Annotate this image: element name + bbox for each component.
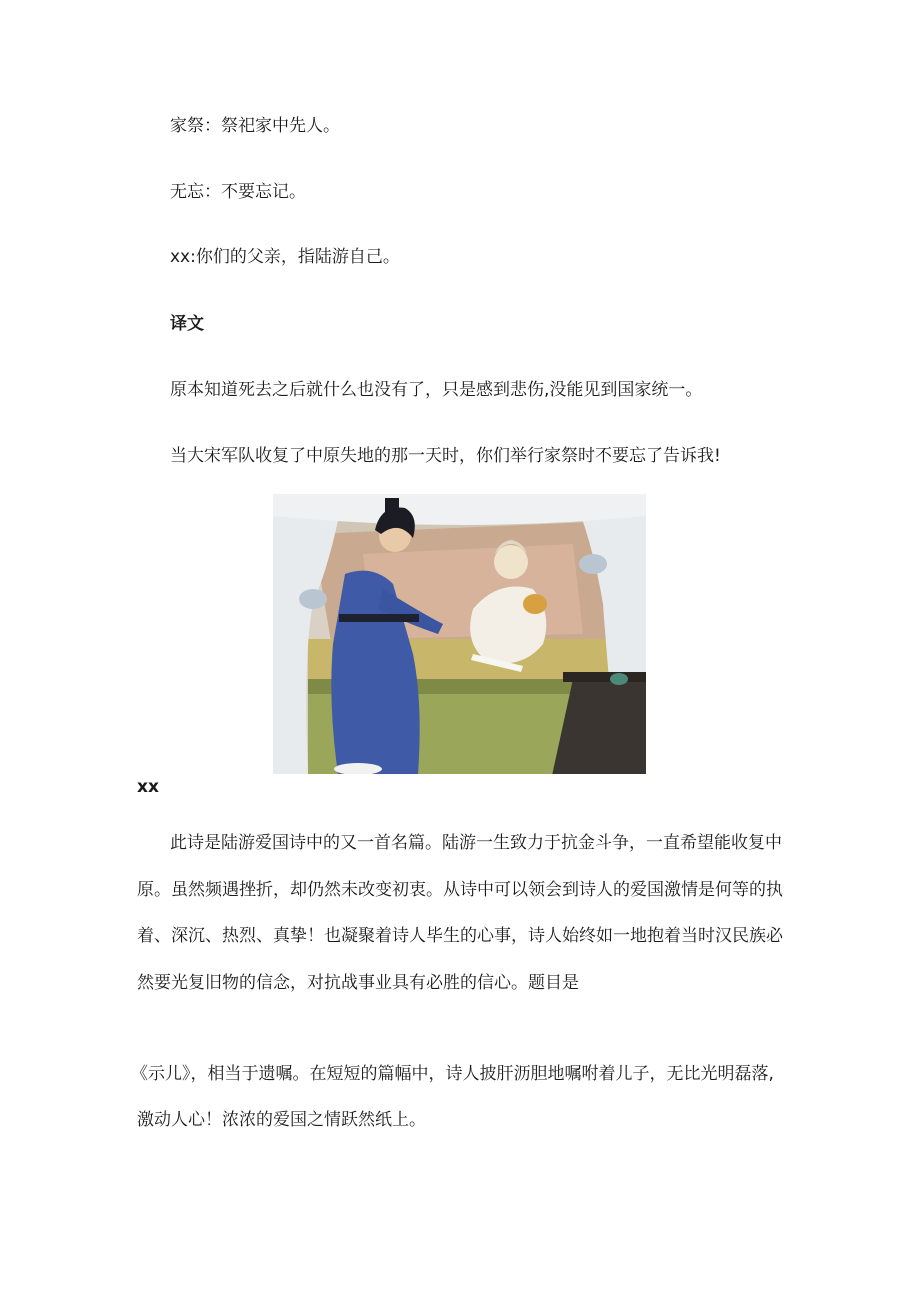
illustration-lu-you-deathbed: [273, 494, 646, 774]
translation-heading: 译文: [170, 314, 204, 334]
analysis-line-3: 着、深沉、热烈、真挚！也凝聚着诗人毕生的心事，诗人始终如一地抱着当时汉民族必: [137, 926, 783, 946]
analysis-line-2: 原。虽然频遇挫折，却仍然未改变初衷。从诗中可以领会到诗人的爱国激情是何等的执: [137, 880, 783, 900]
note-wuwang: 无忘：不要忘记。: [170, 182, 306, 202]
analysis-line-1: 此诗是陆游爱国诗中的又一首名篇。陆游一生致力于抗金斗争，一直希望能收复中: [170, 833, 782, 853]
analysis-line-5: 《示儿》，相当于遗嘱。在短短的篇幅中，诗人披肝沥胆地嘱咐着儿子，无比光明磊落,: [131, 1064, 774, 1084]
note-jiaji: 家祭：祭祀家中先人。: [170, 116, 340, 136]
analysis-heading: xx: [137, 777, 159, 797]
translation-line-2: 当大宋军队收复了中原失地的那一天时，你们举行家祭时不要忘了告诉我!: [170, 446, 721, 466]
note-naiweng: xx:你们的父亲，指陆游自己。: [170, 247, 400, 267]
translation-line-1: 原本知道死去之后就什么也没有了，只是感到悲伤,没能见到国家统一。: [170, 380, 703, 400]
analysis-line-6: 激动人心！浓浓的爱国之情跃然纸上。: [137, 1110, 426, 1130]
analysis-line-4: 然要光复旧物的信念，对抗战事业具有必胜的信心。题目是: [137, 973, 579, 993]
